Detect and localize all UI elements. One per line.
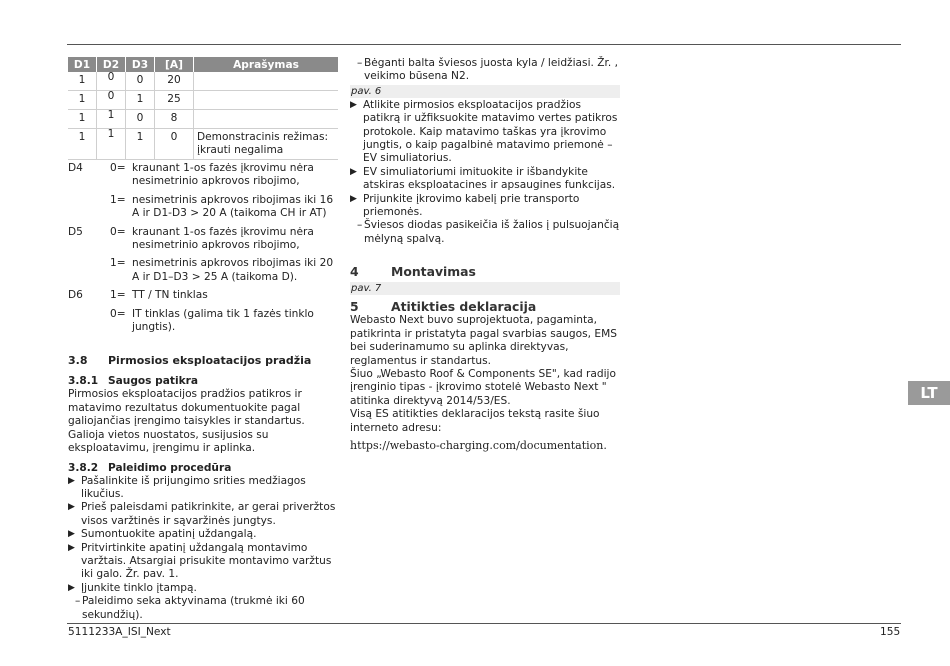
list-item-text: EV simuliatoriumi imituokite ir išbandykite atskiras eksploatacines ir apsaugines funkcijas. [363,165,616,192]
cell [194,72,339,91]
cell: 1 [68,72,97,91]
cell: 0 [126,72,155,91]
def-text: IT tinklas (galima tik 1 fazės tinklo jungtis). [132,307,314,334]
result-item [350,219,620,246]
bullet-arrow-icon: ▶ [68,582,75,593]
list-item-text: Pašalinkite iš prijungimo srities medžiagos likučius. [81,474,306,500]
def-key: D6 [68,289,83,302]
result-text: Šviesos diodas pasikeičia iš žalios į pulsuojančią mėlyną spalvą. [364,219,620,245]
dash-mark: – [357,57,363,69]
result-text: Paleidimo seka aktyvinama (trukmė iki 60 sekundžių). [82,595,305,621]
bullet-arrow-icon: ▶ [350,166,357,177]
cell: 1 [126,129,155,160]
def-value: 1= [110,193,126,206]
bullet-arrow-icon: ▶ [68,542,75,553]
cell: 1 [68,110,97,129]
cell: 0 [97,88,126,107]
def-text: TT / TN tinklas [132,289,208,302]
result-item [68,595,338,622]
list-item-text: Įjunkite tinklo įtampą. [81,581,197,594]
left-column [68,57,338,622]
th-ampere: [A] [155,57,194,72]
def-d4-a [68,162,338,189]
section-title: Montavimas [391,264,476,280]
section-number: 3.8 [68,354,88,368]
section-title: Saugos patikra [108,375,199,388]
def-text: nesimetrinis apkrovos ribojimas iki 20 A ir D1–D3 > 25 A (taikoma D). [132,257,334,283]
page-number: 155 [880,626,901,638]
documentation-url: https://webasto-charging.com/documentation. [350,438,607,452]
paragraph: Webasto Next buvo suprojektuota, pagaminta, patikrinta ir pristatyta pagal svarbias saugos, EMS bei suderinamumo su aplinka direktyvas, reglamentus ir standartus. [350,314,617,367]
section-3-8-heading [68,354,338,367]
result-text: Bėganti balta šviesos juosta kyla / leidžiasi. Žr. , veikimo būsena N2. [364,57,618,83]
section-title: Pirmosios eksploatacijos pradžia [108,354,312,368]
section-title: Atitikties deklaracija [391,299,537,315]
switch-definitions [68,162,338,334]
right-column [350,57,620,452]
section-4-heading [350,264,620,279]
cell: 1 [97,107,126,126]
def-d5-b [68,257,338,284]
list-item-text: Sumontuokite apatinį uždangalą. [81,528,257,541]
def-d6-b [68,308,338,335]
bullet-arrow-icon: ▶ [350,99,357,110]
cell: 1 [126,91,155,110]
cell: 0 [126,110,155,129]
def-key: D5 [68,225,83,238]
cell: 8 [155,110,194,129]
cell: 1 [68,91,97,110]
def-value: 1= [110,289,126,302]
def-key: D4 [68,162,83,174]
cell [194,91,339,110]
list-item [68,528,338,541]
list-item [350,99,620,166]
list-item-text: Atlikite pirmosios eksploatacijos pradžios patikrą ir užfiksuokite matavimo vertes patikros protokole. Kaip matavimo taškas yra įkrovimo jungtis, o kaip pagalbinė matavimo priemonė – EV simuliatorius. [363,98,618,165]
section-number: 3.8.2 [68,461,99,474]
dip-switch-table [68,57,338,160]
list-item [68,475,338,502]
cell: 25 [155,91,194,110]
paragraph: Šiuo „Webasto Roof & Components SE", kad radijo įrenginio tipas - įkrovimo stotelė Webasto Next " atitinka direktyvą 2014/53/ES. [350,367,616,407]
list-item [68,582,338,595]
top-rule [67,44,901,45]
bullet-arrow-icon: ▶ [68,529,75,540]
th-d2: D2 [97,57,126,72]
figure-reference: pav. 6 [350,85,620,98]
cell: 1 [97,126,126,157]
th-d3: D3 [126,57,155,72]
section-3-8-2-heading [68,462,338,474]
bullet-arrow-icon: ▶ [350,193,357,204]
list-item [68,542,338,582]
result-item [350,57,620,84]
def-value: 1= [110,257,126,270]
def-text: kraunant 1-os fazės įkrovimu nėra nesimetrinio apkrovos ribojimo, [132,162,314,188]
section-number: 3.8.1 [68,375,99,388]
table-row [68,129,338,160]
section-title: Paleidimo procedūra [108,461,232,474]
paragraph: Galioja vietos nuostatos, susijusios su eksploatavimu, įrengimu ir aplinka. [68,428,269,455]
paragraph: Pirmosios eksploatacijos pradžios patikros ir matavimo rezultatus dokumentuokite pagal galiojančias įrengimo taisykles ir standartus. [68,388,305,428]
document-code: 5111233A_ISI_Next [68,626,171,638]
dash-mark: – [75,595,81,608]
section-number: 5 [350,299,359,315]
cell: 0 [155,129,194,160]
list-item [350,193,620,220]
def-d4-b [68,194,338,221]
cell: 0 [97,69,126,88]
section-3-8-1-heading [68,375,338,387]
def-text: nesimetrinis apkrovos ribojimas iki 16 A ir D1-D3 > 20 A (taikoma CH ir AT) [132,193,334,220]
paragraph: Visą ES atitikties deklaracijos tekstą rasite šiuo interneto adresu: [350,408,600,434]
bullet-arrow-icon: ▶ [68,475,75,486]
cell [194,110,339,129]
language-tab: LT [908,381,950,405]
def-value: 0= [110,225,126,238]
list-item [68,501,338,528]
cell: 1 [68,129,97,160]
cell: Demonstracinis režimas: įkrauti negalima [194,129,339,160]
def-value: 0= [110,307,126,320]
figure-reference: pav. 7 [350,282,620,295]
def-text: kraunant 1-os fazės įkrovimu nėra nesimetrinio apkrovos ribojimo, [132,225,314,252]
section-number: 4 [350,264,359,280]
cell: 20 [155,72,194,91]
list-item-text: Prijunkite įkrovimo kabelį prie transporto priemonės. [363,192,580,219]
def-d5-a [68,226,338,253]
bullet-arrow-icon: ▶ [68,502,75,513]
list-item-text: Prieš paleisdami patikrinkite, ar gerai priveržtos visos varžtinės ir sąvaržinės jungtys. [81,501,336,527]
th-description: Aprašymas [194,57,339,72]
def-value: 0= [110,162,126,174]
list-item-text: Pritvirtinkite apatinį uždangalą montavimo varžtais. Atsargiai prisukite montavimo varžtus iki galo. Žr. pav. 1. [81,541,332,581]
def-d6-a [68,289,338,302]
th-d1: D1 [68,57,97,72]
list-item [350,166,620,193]
dash-mark: – [357,219,363,232]
section-5-heading [350,299,620,314]
bottom-rule [67,623,901,624]
